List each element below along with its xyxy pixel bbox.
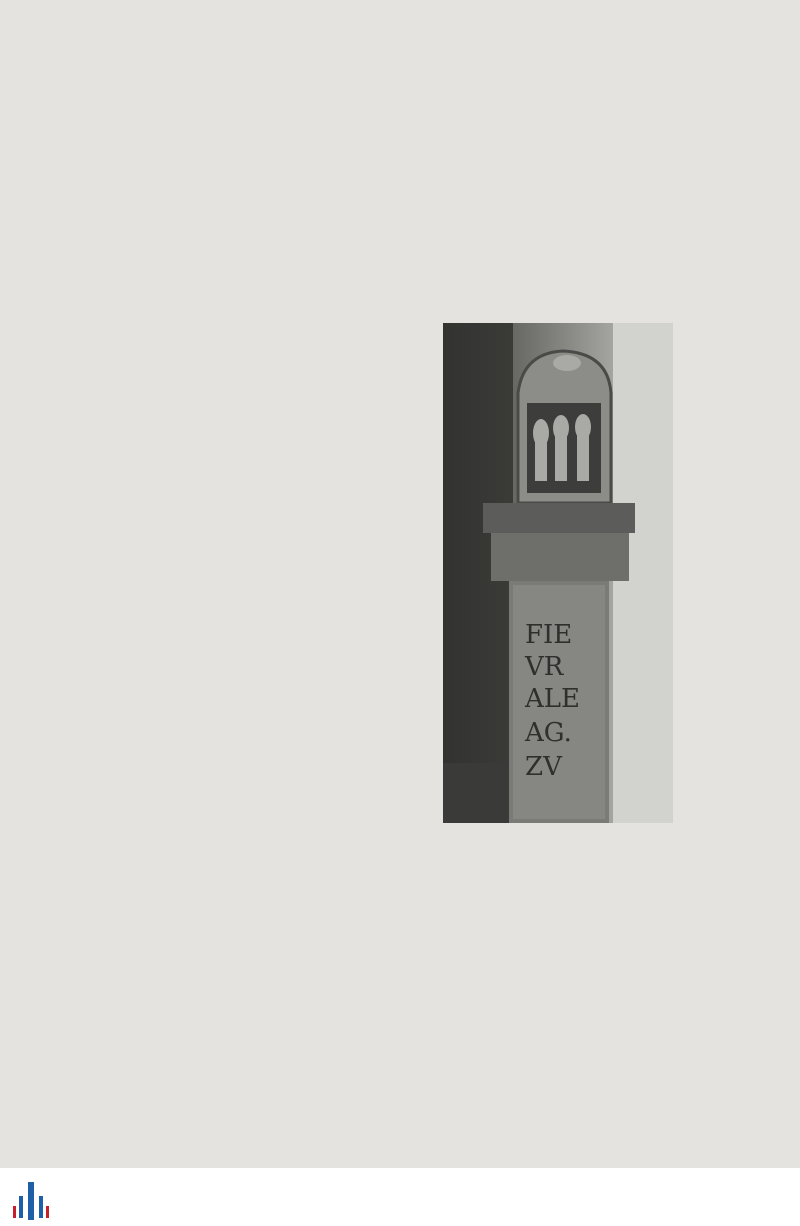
wayside-shrine-image	[443, 323, 673, 823]
library-logo-icon	[12, 1180, 52, 1222]
photo-bildstock	[443, 323, 673, 823]
svg-text:AG.: AG.	[525, 718, 572, 748]
svg-text:ALE: ALE	[525, 684, 581, 714]
svg-text:FIE: FIE	[525, 620, 573, 650]
svg-text:ZV: ZV	[525, 752, 562, 782]
svg-text:VR: VR	[525, 652, 564, 682]
footer-bar	[0, 1168, 800, 1226]
